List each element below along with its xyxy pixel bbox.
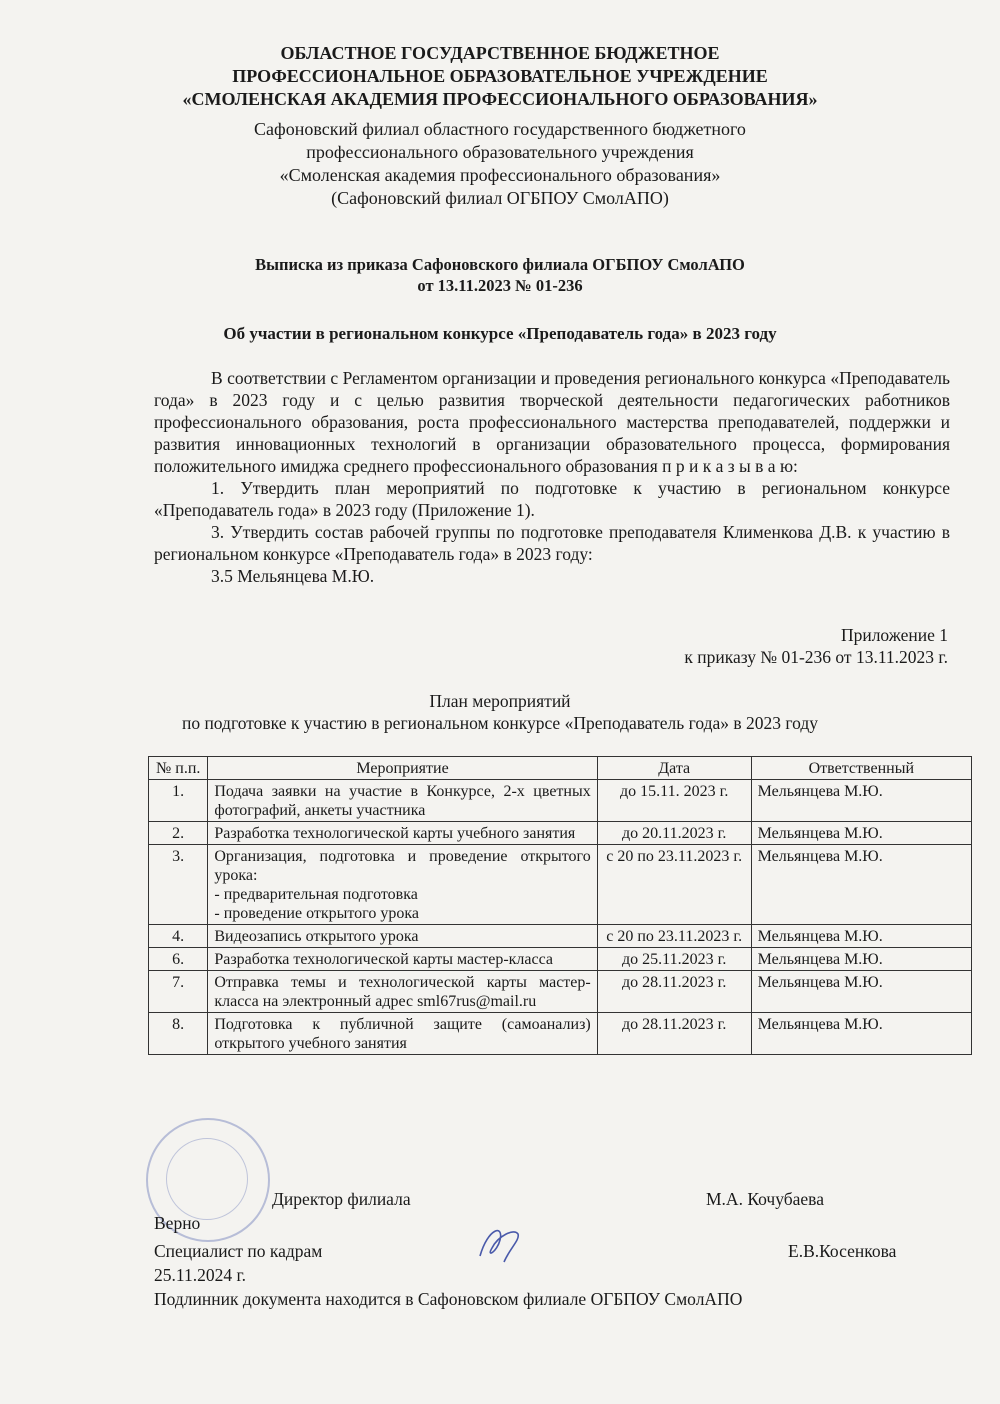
hr-name: Е.В.Косенкова: [788, 1241, 897, 1261]
row-activity: Видеозапись открытого урока: [208, 925, 597, 948]
row-date: до 25.11.2023 г.: [597, 948, 751, 971]
row-num: 8.: [149, 1013, 208, 1055]
branch-line-3: «Смоленская академия профессионального образования»: [279, 165, 721, 185]
org-line-2: ПРОФЕССИОНАЛЬНОЕ ОБРАЗОВАТЕЛЬНОЕ УЧРЕЖДЕНИЕ: [232, 66, 768, 86]
table-row: [149, 780, 972, 822]
plan-title-line-2: по подготовке к участию в региональном конкурсе «Преподаватель года» в 2023 году: [181, 713, 819, 733]
row-date: до 20.11.2023 г.: [597, 822, 751, 845]
row-date: до 28.11.2023 г.: [597, 971, 751, 1013]
hr-title: Специалист по кадрам: [154, 1241, 323, 1261]
header-activity: Мероприятие: [208, 757, 597, 780]
original-location-note: Подлинник документа находится в Сафоновском филиале ОГБПОУ СмолАПО: [154, 1289, 743, 1309]
row-date: с 20 по 23.11.2023 г.: [597, 845, 751, 925]
row-num: 1.: [149, 780, 208, 822]
row-responsible: Мельянцева М.Ю.: [751, 780, 971, 822]
org-line-1: ОБЛАСТНОЕ ГОСУДАРСТВЕННОЕ БЮДЖЕТНОЕ: [280, 43, 720, 63]
appendix-line-2: к приказу № 01-236 от 13.11.2023 г.: [684, 647, 948, 667]
plan-title-line-1: План мероприятий: [429, 691, 571, 711]
order-item-3-5: 3.5 Мельянцева М.Ю.: [211, 566, 375, 586]
row-activity-main: Организация, подготовка и проведение открытого урока:: [214, 848, 591, 884]
table-row: [149, 1013, 972, 1055]
plan-title: [0, 690, 1000, 734]
header-date: Дата: [597, 757, 751, 780]
verified-label: Верно: [154, 1213, 201, 1233]
row-num: 6.: [149, 948, 208, 971]
plan-table: [148, 756, 972, 1055]
branch-line-4: (Сафоновский филиал ОГБПОУ СмолАПО): [331, 188, 669, 208]
branch-line-2: профессионального образовательного учреждения: [306, 142, 694, 162]
row-num: 3.: [149, 845, 208, 925]
row-num: 2.: [149, 822, 208, 845]
appendix-reference: [684, 624, 948, 668]
row-responsible: Мельянцева М.Ю.: [751, 948, 971, 971]
table-row: [149, 971, 972, 1013]
row-responsible: Мельянцева М.Ю.: [751, 971, 971, 1013]
table-row: [149, 822, 972, 845]
order-subject: Об участии в региональном конкурсе «Преподаватель года» в 2023 году: [223, 324, 777, 343]
row-date: с 20 по 23.11.2023 г.: [597, 925, 751, 948]
table-row: [149, 948, 972, 971]
preamble-paragraph: В соответствии с Регламентом организации и проведения регионального конкурса «Преподаватель года» в 2023 году и с целью развития творческой деятельности педагогических работников профессионального образования, роста профессионального мастерства преподавателей, поддержки и развития инновационных технологий в организации образовательного процесса, формирования положительного имиджа среднего профессионального образования п р и к а з ы в а ю:: [154, 368, 950, 476]
row-responsible: Мельянцева М.Ю.: [751, 822, 971, 845]
org-line-3: «СМОЛЕНСКАЯ АКАДЕМИЯ ПРОФЕССИОНАЛЬНОГО ОБРАЗОВАНИЯ»: [182, 89, 818, 109]
row-num: 4.: [149, 925, 208, 948]
header-num: № п.п.: [149, 757, 208, 780]
organization-header: [0, 42, 1000, 111]
row-date: до 28.11.2023 г.: [597, 1013, 751, 1055]
row-activity: Отправка темы и технологической карты мастер-класса на электронный адрес sml67rus@mail.ru: [208, 971, 597, 1013]
row-date: до 15.11. 2023 г.: [597, 780, 751, 822]
table-row: [149, 845, 972, 925]
row-activity: Разработка технологической карты учебного занятия: [208, 822, 597, 845]
row-activity-sub-1: - предварительная подготовка: [214, 886, 418, 903]
order-body: [154, 367, 950, 587]
row-responsible: Мельянцева М.Ю.: [751, 1013, 971, 1055]
order-item-1: 1. Утвердить план мероприятий по подготовке к участию в региональном конкурсе «Преподаватель года» в 2023 году (Приложение 1).: [154, 478, 950, 520]
extract-title: [0, 254, 1000, 296]
appendix-line-1: Приложение 1: [840, 625, 948, 645]
row-activity: Разработка технологической карты мастер-класса: [208, 948, 597, 971]
signature-date: 25.11.2024 г.: [154, 1265, 247, 1285]
row-activity: [208, 845, 597, 925]
row-activity-sub-2: - проведение открытого урока: [214, 905, 419, 922]
row-activity: Подготовка к публичной защите (самоанализ) открытого учебного занятия: [208, 1013, 597, 1055]
row-responsible: Мельянцева М.Ю.: [751, 845, 971, 925]
row-responsible: Мельянцева М.Ю.: [751, 925, 971, 948]
table-row: [149, 925, 972, 948]
order-item-3: 3. Утвердить состав рабочей группы по подготовке преподавателя Клименкова Д.В. к участию в региональном конкурсе «Преподаватель года» в 2023 году:: [154, 522, 950, 564]
header-responsible: Ответственный: [751, 757, 971, 780]
extract-date-line: от 13.11.2023 № 01-236: [417, 276, 583, 295]
branch-header: [0, 118, 1000, 210]
director-name: М.А. Кочубаева: [706, 1189, 824, 1209]
table-header-row: [149, 757, 972, 780]
row-num: 7.: [149, 971, 208, 1013]
director-title: Директор филиала: [272, 1189, 411, 1209]
branch-line-1: Сафоновский филиал областного государственного бюджетного: [254, 119, 746, 139]
extract-title-line: Выписка из приказа Сафоновского филиала ОГБПОУ СмолАПО: [255, 255, 745, 274]
row-activity: Подача заявки на участие в Конкурсе, 2-х цветных фотографий, анкеты участника: [208, 780, 597, 822]
handwritten-signature: [470, 1218, 530, 1268]
